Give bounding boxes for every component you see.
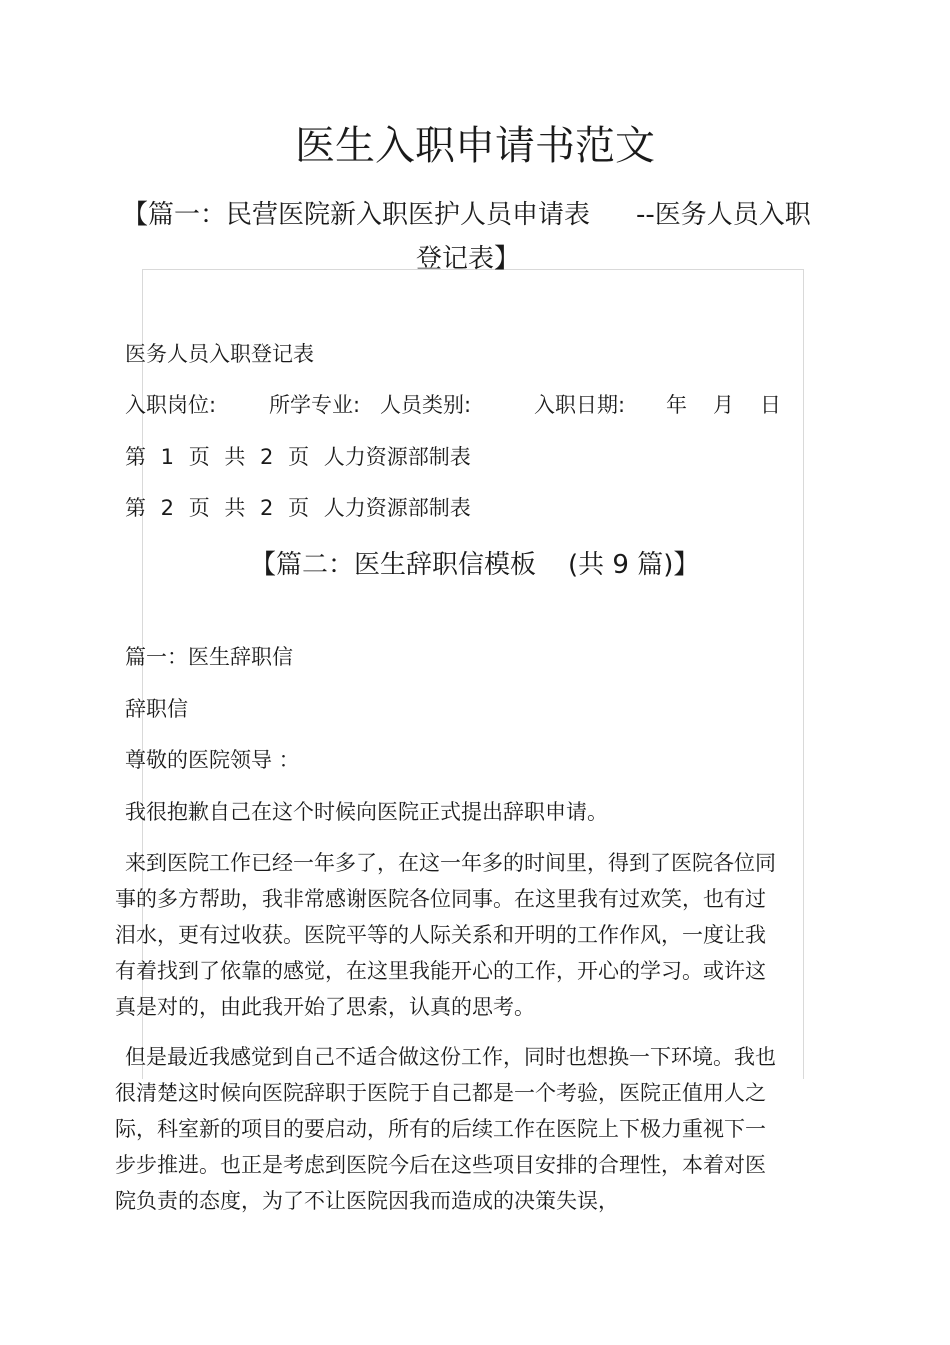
letter-subtitle: 篇一：医生辞职信 — [125, 645, 293, 669]
page-footer-2: 第 2 页 共 2 页 人力资源部制表 — [125, 496, 471, 520]
letter-paragraph-3: 但是最近我感觉到自己不适合做这份工作，同时也想换一下环境。我也很清楚这时候向医院辞职于医院于自己都是一个考验，医院正值用人之际，科室新的项目的要启动，所有的后续工作在医院上下极力重视下一步步推进。也正是考虑到医院今后在这些项目安排的合理性，本着对医院负责的态度，为了不让医院因我而造成的决策失误， — [115, 1045, 776, 1213]
section1-heading-part3: 登记表】 — [416, 244, 521, 274]
section2-heading-part2: (共 9 篇)】 — [568, 550, 700, 580]
page-title: 医生入职申请书范文 — [295, 123, 655, 169]
day-label: 日 — [760, 393, 781, 417]
form-title: 医务人员入职登记表 — [125, 342, 314, 366]
year-label: 年 — [666, 393, 687, 417]
section1-heading-part1: 【篇一：民营医院新入职医护人员申请表 — [122, 200, 591, 230]
letter-salutation: 尊敬的医院领导 ： — [125, 748, 300, 772]
category-label: 人员类别: — [380, 393, 472, 417]
position-label: 入职岗位: — [125, 393, 217, 417]
major-label: 所学专业: — [269, 393, 361, 417]
letter-paragraph-2: 来到医院工作已经一年多了，在这一年多的时间里，得到了医院各位同事的多方帮助，我非常感谢医院各位同事。在这里我有过欢笑，也有过泪水，更有过收获。医院平等的人际关系和开明的工作作风，一度让我有着找到了依靠的感觉，在这里我能开心的工作，开心的学习。或许这真是对的，由此我开始了思索，认真的思考。 — [115, 851, 776, 1019]
letter-title: 辞职信 — [125, 697, 188, 721]
section2-heading-part1: 【篇二：医生辞职信模板 — [250, 550, 537, 580]
letter-paragraph-1: 我很抱歉自己在这个时候向医院正式提出辞职申请。 — [125, 800, 608, 824]
date-label: 入职日期: — [534, 393, 626, 417]
month-label: 月 — [713, 393, 734, 417]
section1-heading-part2: --医务人员入职 — [636, 200, 811, 230]
page-footer-1: 第 1 页 共 2 页 人力资源部制表 — [125, 445, 471, 469]
